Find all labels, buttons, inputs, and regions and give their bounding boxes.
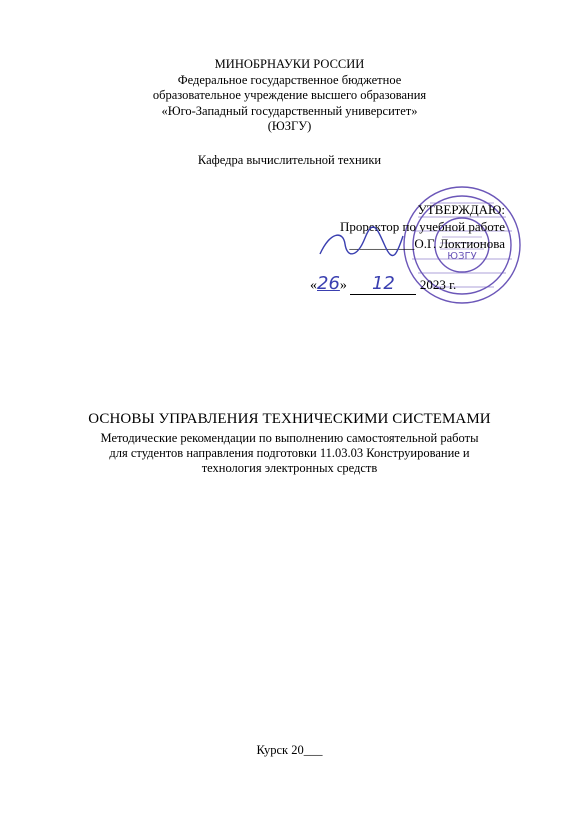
header-line: МИНОБРНАУКИ РОССИИ [214,57,365,71]
subtitle-line: Методические рекомендации по выполнению самостоятельной работы [100,431,479,445]
date-close-quote: » [339,278,347,293]
subtitle-line: технология электронных средств [201,461,378,475]
city-year-footer: Курск 20___ [256,743,323,757]
document-title: ОСНОВЫ УПРАВЛЕНИЯ ТЕХНИЧЕСКИМИ СИСТЕМАМИ [88,411,491,427]
date-day: 26 [317,273,340,294]
department-name: Кафедра вычислительной техники [197,153,382,167]
date-month: 12 [371,273,395,294]
date-month-field [350,273,416,295]
signature-blank: __________ [349,236,415,251]
header-line: «Юго-Западный государственный университет» [161,103,418,118]
date-year: 2023 г. [419,277,457,292]
approval-title: УТВЕРЖДАЮ: [417,202,505,217]
approval-date [310,273,456,295]
date-open-quote: « [310,278,317,293]
header-line: Федеральное государственное бюджетное [177,72,402,87]
header-line: образовательное учреждение высшего образования [152,88,427,102]
subtitle-line: для студентов направления подготовки 11.03.03 Конструирование и [109,446,470,460]
document-subtitle [0,431,579,476]
ministry-header [0,57,579,135]
approval-position: Проректор по учебной работе [339,219,505,234]
signatory-name: О.Г. Локтионова [414,236,505,251]
seal-text: ЮЗГУ [447,251,477,262]
signature-icon [315,224,405,264]
header-line: (ЮЗГУ) [267,119,312,133]
